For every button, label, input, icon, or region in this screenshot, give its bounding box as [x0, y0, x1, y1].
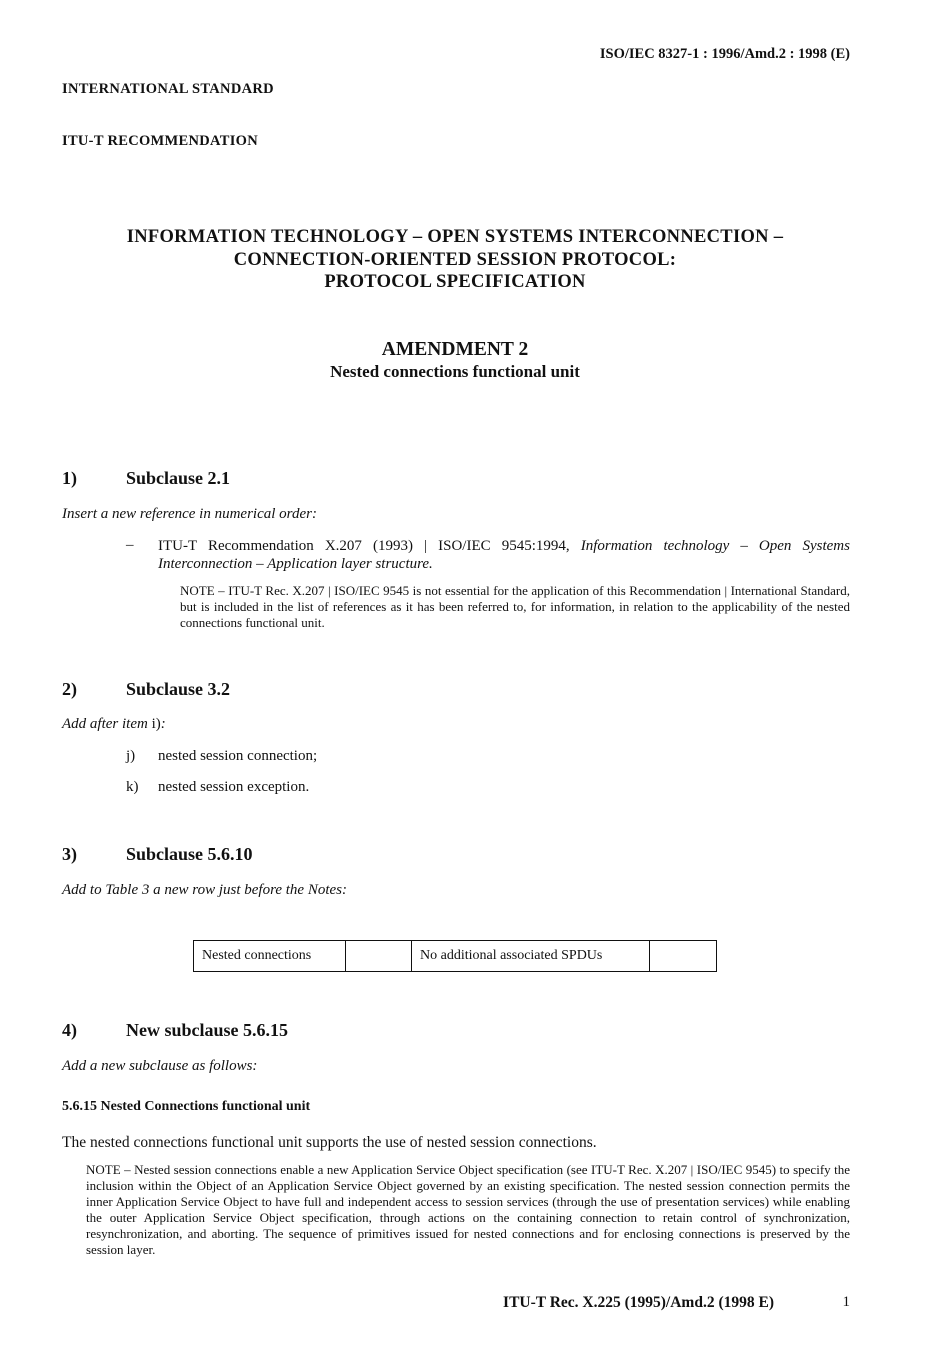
body-paragraph: The nested connections functional unit supports the use of nested session connections. — [62, 1134, 597, 1151]
page-number: 1 — [842, 1294, 850, 1310]
section-1-number: 1) — [62, 468, 77, 488]
section-4-title: New subclause 5.6.15 — [126, 1020, 289, 1040]
title-line-3: PROTOCOL SPECIFICATION — [324, 272, 586, 292]
list-item-label: k) — [126, 779, 139, 795]
section-3-title: Subclause 5.6.10 — [126, 844, 253, 864]
section-2-title: Subclause 3.2 — [126, 679, 231, 699]
amendment-title: AMENDMENT 2 — [381, 339, 529, 360]
amendment-subtitle: Nested connections functional unit — [330, 362, 580, 381]
list-item-text: nested session exception. — [158, 779, 310, 795]
table-row — [193, 940, 717, 972]
instruction-end: : — [160, 716, 166, 732]
table-cell-empty — [346, 941, 412, 971]
reference-entry — [158, 537, 850, 573]
document-identifier: ISO/IEC 8327-1 : 1996/Amd.2 : 1998 (E) — [599, 46, 850, 62]
table-cell-functional-unit: Nested connections — [194, 941, 346, 971]
list-item-label: j) — [126, 748, 136, 764]
title-line-2: CONNECTION-ORIENTED SESSION PROTOCOL: — [233, 250, 677, 270]
standard-label: INTERNATIONAL STANDARD — [62, 81, 274, 97]
section-4-note: NOTE – Nested session connections enable a new Application Service Object specification (see ITU-T Rec. X.207 | ISO/IEC 9545) to specify the inclusion within the Object of an Application Service Object governed by an existing specification. The nested session connection permits the inner Application Service Object to have full and independent access to session services (through the use of presentation services) while enabling the outer Application Service Object specification, through actions on the containing connection to retain control of synchronization, resynchronization, and aborting. The sequence of primitives issued for nested connections and for enclosing connections is preserved by the session layer. — [86, 1162, 850, 1257]
table-cell-empty — [650, 941, 716, 971]
section-1-note: NOTE – ITU-T Rec. X.207 | ISO/IEC 9545 is not essential for the application of this Recommendation | International Standard, but is included in the list of references as it has been referred to, for information, in relation to the applicability of the nested connections functional unit. — [180, 583, 850, 630]
instruction-item-ref: i) — [151, 716, 161, 732]
reference-dash: – — [126, 537, 134, 553]
footer-reference: ITU-T Rec. X.225 (1995)/Amd.2 (1998 E) — [503, 1294, 774, 1311]
section-3-instruction: Add to Table 3 a new row just before the Notes: — [62, 882, 347, 898]
recommendation-label: ITU-T RECOMMENDATION — [62, 133, 258, 149]
section-3-number: 3) — [62, 844, 77, 864]
instruction-text: Add after item — [62, 716, 152, 732]
section-4-instruction: Add a new subclause as follows: — [62, 1058, 258, 1074]
title-line-1: INFORMATION TECHNOLOGY – OPEN SYSTEMS INTERCONNECTION – — [126, 227, 784, 247]
table-cell-spdus: No additional associated SPDUs — [412, 941, 650, 971]
subclause-heading: 5.6.15 Nested Connections functional unit — [62, 1099, 311, 1114]
reference-plain-text: ITU-T Recommendation X.207 (1993) | ISO/IEC 9545:1994, — [158, 538, 581, 554]
list-item-text: nested session connection; — [158, 748, 318, 764]
section-2-instruction — [62, 716, 166, 733]
section-2-number: 2) — [62, 679, 77, 699]
reference-italic-title: Information technology – Open Systems Interconnection – Application layer structure. — [158, 538, 850, 572]
section-4-number: 4) — [62, 1020, 77, 1040]
section-1-title: Subclause 2.1 — [126, 468, 231, 488]
section-1-instruction: Insert a new reference in numerical order: — [62, 506, 317, 522]
